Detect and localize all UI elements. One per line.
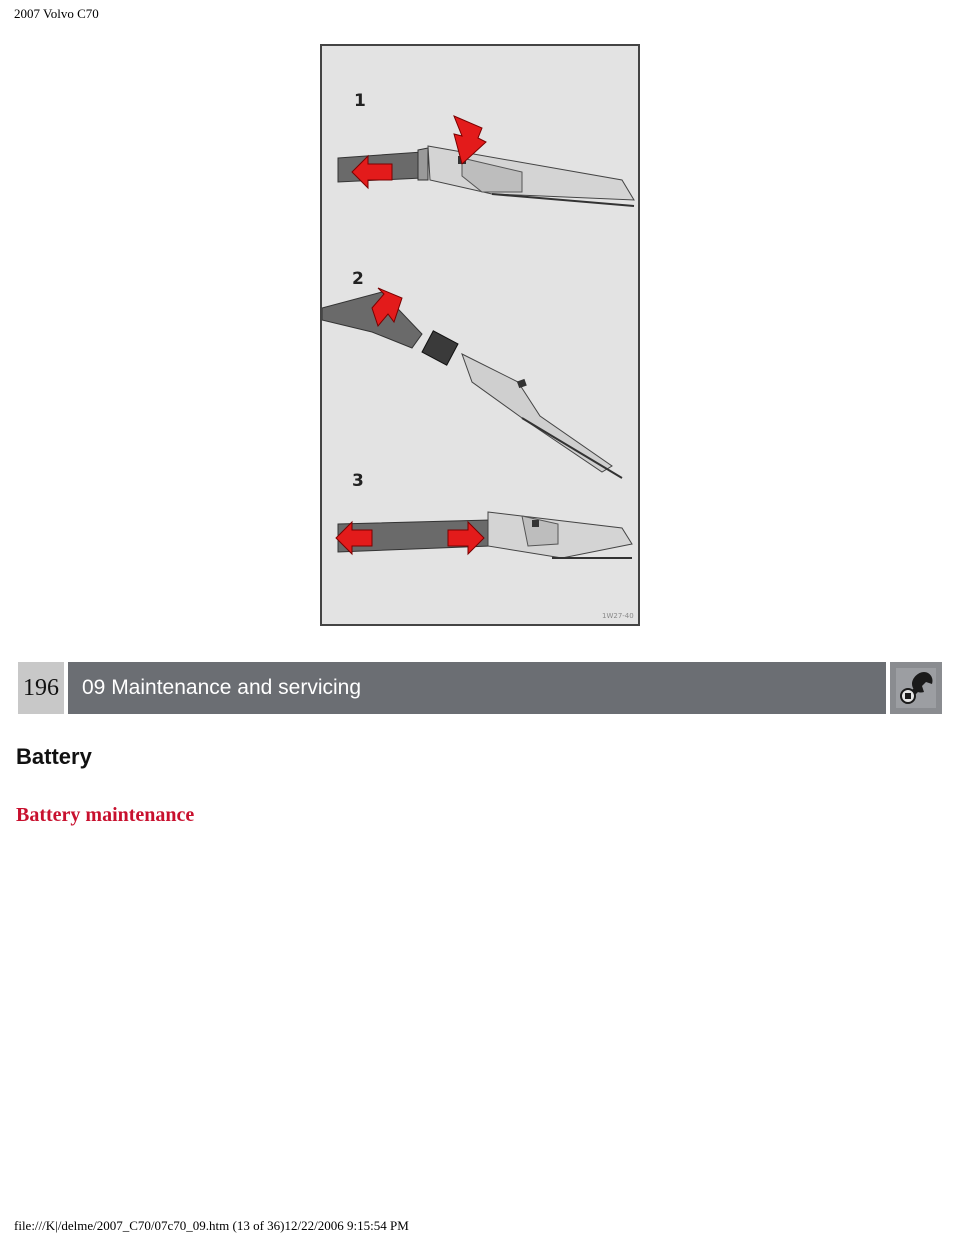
wrench-icon-graphic	[894, 666, 938, 710]
subsection-heading: Battery maintenance	[16, 804, 195, 826]
step-3-wiper	[338, 512, 632, 558]
step-1-number: 1	[354, 91, 366, 111]
chapter-header-bar	[18, 662, 942, 714]
step-2-wiper	[322, 292, 622, 478]
file-path-footer: file:///K|/delme/2007_C70/07c70_09.htm (13 of 36)12/22/2006 9:15:54 PM	[14, 1218, 409, 1233]
chapter-title: 09 Maintenance and servicing	[68, 662, 886, 714]
section-heading: Battery	[16, 744, 92, 769]
step-3-number: 3	[352, 471, 364, 491]
figure-code: 1W27-40	[602, 612, 634, 620]
document-title: 2007 Volvo C70	[14, 6, 99, 21]
step-2-number: 2	[352, 269, 364, 289]
wiper-blade-illustration	[320, 44, 640, 626]
page-number: 196	[18, 662, 64, 714]
wrench-icon	[890, 662, 942, 714]
wiper-blade-steps-figure	[322, 46, 638, 624]
